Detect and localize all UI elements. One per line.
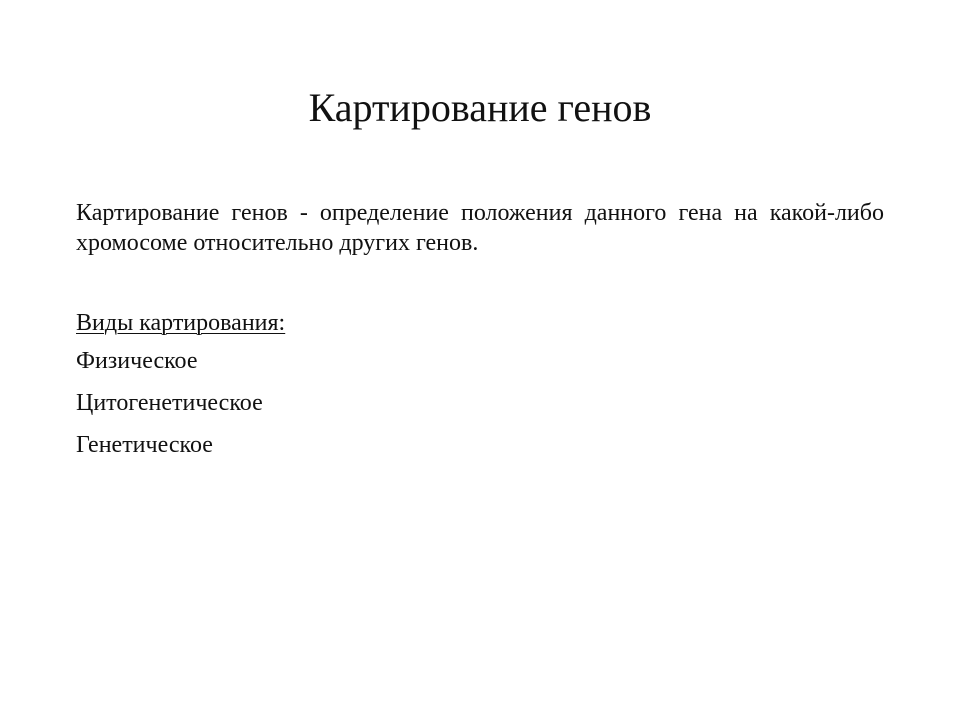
list-item-physical: Физическое bbox=[76, 348, 198, 374]
definition-text: Картирование генов - определение положения данного гена на какой-либо хромосоме относительно других генов. bbox=[76, 200, 884, 256]
types-heading: Виды картирования: bbox=[76, 310, 286, 336]
list-item-cytogenetic: Цитогенетическое bbox=[76, 390, 263, 416]
types-list bbox=[76, 346, 263, 472]
slide-title: Картирование генов bbox=[308, 85, 652, 130]
list-item-genetic: Генетическое bbox=[76, 432, 213, 458]
